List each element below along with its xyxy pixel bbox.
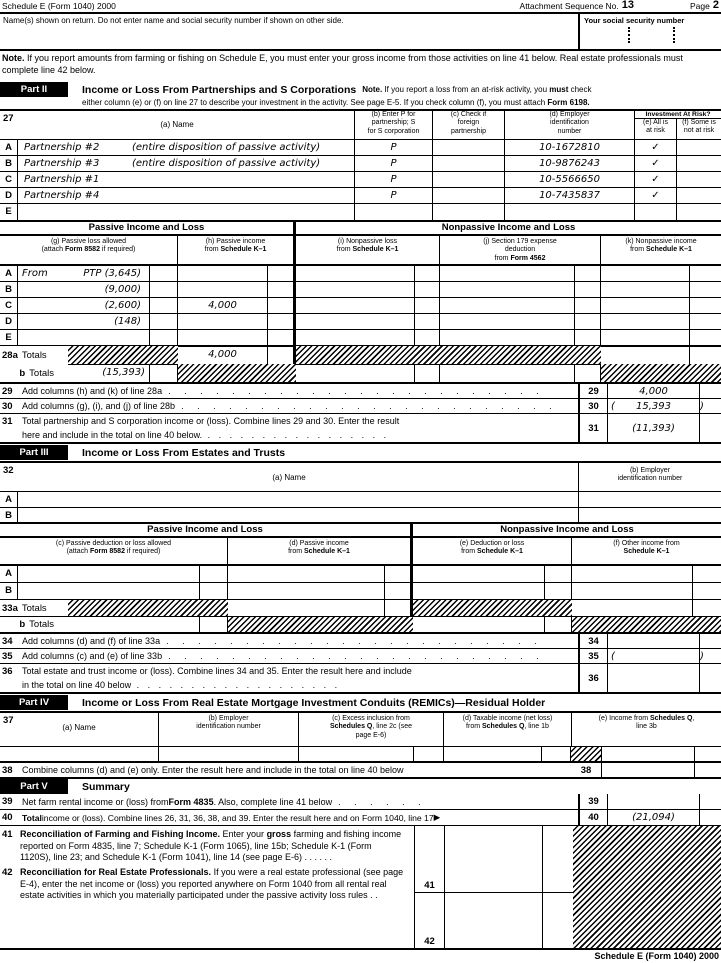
shaded-cell [572, 617, 721, 632]
ein-value: 10-7435837 [505, 188, 635, 203]
ein-value: 10-1672810 [505, 140, 635, 155]
ein-value: 10-5566650 [505, 172, 635, 187]
col-d-header: (d) Passive income from Schedule K–1 [228, 538, 413, 564]
part4-header [0, 694, 721, 711]
line42-box: 42 [415, 893, 445, 948]
line42-amount [445, 893, 543, 948]
estate-name [18, 492, 578, 507]
line30: 30 Add columns (g), (i), and (j) of line 28b . . . . . . . . . . . . . . . . . . . . . . . . 30 ( 15,393 ) [0, 399, 721, 414]
line27-table [0, 109, 721, 222]
line34-amount [608, 634, 700, 648]
sec179-deduction-j [440, 266, 575, 281]
partnership-note: (entire disposition of passive activity) [132, 158, 321, 169]
pnl-row-c: C (2,600) 4,000 [0, 298, 721, 314]
entity-type: P [355, 172, 433, 187]
foreign-checkbox [433, 140, 505, 155]
pnl-row-e: E [0, 330, 721, 346]
part3-title: Income or Loss From Estates and Trusts [82, 446, 286, 459]
part2-note-line2: either column (e) or (f) on line 27 to describe your investment in the activity. See page E-5. If you check column (f), you must attach Form 6198. [82, 98, 590, 107]
line37-header: 37 (a) Name (b) Employer identification number (c) Excess inclusion from Schedules Q, line 2c (see page E-6) (d) Taxable income (net loss) from Schedules Q, line 1b (e) Income from Schedules Q, line 3b [0, 711, 721, 747]
partnership-name: Partnership #4 [24, 190, 100, 201]
line36-box: 36 [578, 664, 608, 692]
line39-amount [608, 794, 700, 809]
line39: 39 Net farm rental income or (loss) from Form 4835 . Also, complete line 41 below . . . . . . 39 [0, 794, 721, 810]
part2-note-line1: Note. If you report a loss from an at-risk activity, you must check [362, 85, 592, 94]
col-g-header: (g) Passive loss allowed (attach Form 8582 if required) [0, 236, 178, 264]
part3-pnl-column-headers [0, 538, 721, 566]
line30-box: 30 [578, 399, 608, 413]
top-note-text: If you report amounts from farming or fishing on Schedule E, you must enter your gross income from those activities on line 41 below. Real estate professionals must complete line 42 below. [2, 53, 683, 75]
shaded-cell [601, 364, 721, 382]
partnership-row-a: A Partnership #2 (entire disposition of passive activity) P 10-1672810 ✓ [0, 140, 721, 156]
shaded-cell [228, 617, 413, 632]
line38-box: 38 [571, 763, 602, 777]
estate-row-b: B [0, 508, 721, 524]
some-at-risk-checkbox [677, 188, 721, 203]
line30-close-paren: ) [700, 400, 704, 412]
passive-header: Passive Income and Loss [0, 222, 296, 234]
attachment-sequence-number: 13 [621, 0, 635, 11]
part3-header [0, 444, 721, 461]
passive-loss-g: (2,600) [18, 298, 150, 313]
line33b-c-total [68, 617, 200, 632]
partnership-name: Partnership #1 [24, 174, 100, 185]
line28a-row: 28a Totals 4,000 [0, 346, 721, 364]
part4-title: Income or Loss From Real Estate Mortgage Investment Conduits (REMICs)—Residual Holder [82, 696, 546, 709]
col-d-header: (d) Taxable income (net loss) from Schedules Q, line 1b [444, 713, 572, 746]
at-risk-header: Investment At Risk? (e) All is at risk (f) Some is not at risk [635, 111, 721, 139]
col-e-header: (e) Deduction or loss from Schedule K–1 [413, 538, 572, 564]
line28b-i-total [296, 364, 415, 382]
line42-entry [415, 893, 573, 948]
page-number: 2 [712, 0, 719, 11]
col-a-header: (a) Name [272, 473, 306, 482]
other-income-f [572, 566, 693, 582]
line36-amount [608, 664, 700, 692]
line29-box: 29 [578, 384, 608, 398]
name-instruction: Name(s) shown on return. Do not enter name and social security number if shown on other side. [3, 16, 344, 25]
line32-header: 32 (a) Name (b) Employer identification number [0, 461, 721, 492]
part3-row-a: A [0, 566, 721, 583]
col-f-header: (f) Other income from Schedule K–1 [613, 540, 680, 556]
ssn-label: Your social security number [584, 16, 685, 25]
col-b-header: (b) Enter P for partnership; S for S corporation [355, 111, 433, 139]
nonpassive-header: Nonpassive Income and Loss [441, 222, 576, 233]
page-label: Page [690, 1, 710, 11]
deduction-loss-e [413, 566, 545, 582]
nonpassive-loss-i [296, 266, 415, 281]
col-b-header: (b) Employer identification number [578, 463, 721, 491]
passive-loss-g: From PTP (3,645) [18, 266, 150, 281]
lines41-42-block [0, 826, 721, 950]
line28b-j-total [440, 364, 575, 382]
line35-box: 35 [578, 649, 608, 663]
part5-badge: Part V [0, 779, 68, 794]
partnership-name: Partnership #2 [24, 142, 100, 153]
line39-box: 39 [578, 794, 608, 809]
top-note [0, 51, 721, 81]
part2-badge: Part II [0, 82, 68, 97]
col-c-header: (c) Passive deduction or loss allowed (attach Form 8582 if required) [0, 538, 228, 564]
attachment-sequence-label: Attachment Sequence No. [519, 1, 619, 11]
line27-header [0, 111, 721, 140]
partnership-row-c: C Partnership #1 P 10-5566650 ✓ [0, 172, 721, 188]
col-j-header: (j) Section 179 expense deduction from Form 4562 [440, 236, 601, 264]
line28-totals [0, 346, 721, 384]
pnl-row-b: B (9,000) [0, 282, 721, 298]
excess-inclusion-c [299, 747, 414, 761]
line29: 29 Add columns (h) and (k) of line 28a . . . . . . . . . . . . . . . . . . . . . . . . 29 4,000 [0, 384, 721, 399]
line42-text: 42 Reconciliation for Real Estate Professionals. If you were a real estate professional (see page E-4), enter the net income or (loss) you reported anywhere on Form 1040 from all rental real estate activities in which you materially participated under the passive activity loss rules . . [2, 867, 404, 901]
ssn-field [584, 27, 719, 43]
footer-form-id: Schedule E (Form 1040) 2000 [594, 951, 719, 961]
shaded-cell [571, 747, 602, 761]
partnership-note: (entire disposition of passive activity) [132, 142, 321, 153]
line34: 34 Add columns (d) and (f) of line 33a . . . . . . . . . . . . . . . . . . . . . . . . 34 [0, 634, 721, 649]
part2-pnl-band [0, 222, 721, 236]
line33a-row: 33a Totals [0, 600, 721, 617]
line32-table [0, 461, 721, 524]
line31: 31 Total partnership and S corporation income or (loss). Combine lines 29 and 30. Enter the result here and include in the total on line 40 below. . . . . . . . . . . . . . . . . . 31 (11,393) [0, 414, 721, 444]
line28a-k-total [601, 346, 690, 364]
pnl-row-d: D (148) [0, 314, 721, 330]
all-at-risk-checkmark: ✓ [635, 140, 677, 155]
shaded-area [573, 826, 721, 948]
line31-amount: (11,393) [608, 414, 700, 442]
line36: 36 Total estate and trust income or (loss). Combine lines 34 and 35. Enter the result here and include in the total on line 40 below . . . . . . . . . . . . . . . . . . . 36 [0, 664, 721, 694]
line40-amount: (21,094) [608, 810, 700, 825]
line28b-g-total: (15,393) [68, 364, 150, 382]
remic-ein [159, 747, 299, 761]
entity-type: P [355, 188, 433, 203]
part4-badge: Part IV [0, 695, 68, 710]
col-i-header: (i) Nonpassive loss from Schedule K–1 [296, 236, 440, 264]
passive-income-d [228, 566, 385, 582]
col-a-header: (a) Name [160, 120, 194, 129]
col-e-header: (e) All is at risk [635, 119, 677, 139]
foreign-checkbox [433, 188, 505, 203]
line34-box: 34 [578, 634, 608, 648]
ssn-box [578, 14, 721, 49]
part2-title: Income or Loss From Partnerships and S Corporations [82, 83, 357, 96]
entity-type: P [355, 140, 433, 155]
some-at-risk-checkbox [677, 140, 721, 155]
part2-header [0, 81, 721, 109]
passive-loss-g: (148) [18, 314, 150, 329]
line33b-row: b Totals [0, 617, 721, 634]
line35: 35 Add columns (c) and (e) of line 33b . . . . . . . . . . . . . . . . . . . . . . . . 35 ( ) [0, 649, 721, 664]
partnership-row-d: D Partnership #4 P 10-7435837 ✓ [0, 188, 721, 204]
partnership-row-e: E [0, 204, 721, 220]
col-k-header: (k) Nonpassive income from Schedule K–1 [625, 238, 697, 254]
shaded-cell [68, 600, 228, 616]
passive-header: Passive Income and Loss [0, 524, 413, 536]
line33a-f-total [572, 600, 693, 616]
partnership-row-b: B Partnership #3 (entire disposition of passive activity) P 10-9876243 ✓ [0, 156, 721, 172]
part5-header [0, 779, 721, 794]
part3-pnl-band [0, 524, 721, 538]
line33b-e-total [413, 617, 545, 632]
line41-text: 41 Reconciliation of Farming and Fishing Income. Enter your gross farming and fishing income reported on Form 4835, line 7; Schedule K-1 (Form 1065), line 15b; Schedule K-1 (Form 1120S), line 23; and Schedule K-1 (Form 1041), line 14 (see page E-6) . . . . . . [2, 829, 402, 863]
line38: 38 Combine columns (d) and (e) only. Enter the result here and include in the total on line 40 below 38 [0, 763, 721, 779]
all-at-risk-checkmark: ✓ [635, 156, 677, 171]
top-note-bold: Note. [2, 53, 25, 63]
col-f-header: (f) Some is not at risk [682, 119, 716, 135]
arrow-icon: ▶ [433, 812, 441, 822]
some-at-risk-checkbox [677, 156, 721, 171]
partnership-name: Partnership #3 [24, 158, 100, 169]
shaded-cell [178, 364, 296, 382]
col-b-header: (b) Employer identification number [159, 713, 299, 746]
passive-loss-g: (9,000) [18, 282, 150, 297]
line41-amount [445, 826, 543, 892]
nonpassive-header: Nonpassive Income and Loss [500, 524, 634, 535]
line27-number: 27 [3, 113, 14, 124]
remic-name [0, 747, 159, 761]
income-e [602, 747, 695, 761]
estate-ein [578, 492, 721, 507]
estate-row-a: A [0, 492, 721, 508]
all-at-risk-checkmark: ✓ [635, 172, 677, 187]
page-header [0, 0, 721, 14]
col-h-header: (h) Passive income from Schedule K–1 [178, 236, 296, 264]
part2-pnl-column-headers [0, 236, 721, 266]
pnl-row-a: A From PTP (3,645) [0, 266, 721, 282]
passive-income-h [178, 266, 268, 281]
passive-deduction-c [18, 566, 200, 582]
shaded-cell [68, 346, 178, 364]
line33a-d-total [228, 600, 385, 616]
line40-box: 40 [578, 810, 608, 825]
line28b-row: b Totals (15,393) [0, 364, 721, 382]
ein-value: 10-9876243 [505, 156, 635, 171]
line30-amount: ( 15,393 [608, 399, 700, 413]
col-c-header: (c) Check if foreign partnership [433, 111, 505, 139]
line29-amount: 4,000 [608, 384, 700, 398]
col-d-header: (d) Employer identification number [505, 111, 635, 139]
col-c-header: (c) Excess inclusion from Schedules Q, line 2c (see page E-6) [299, 713, 444, 746]
remic-row [0, 747, 721, 763]
part5-title: Summary [82, 780, 130, 793]
col-a-header: (a) Name [62, 723, 96, 732]
line41-entry [415, 826, 573, 893]
line38-amount [602, 763, 695, 777]
nonpassive-income-k [601, 266, 690, 281]
line28a-h-total: 4,000 [178, 346, 268, 364]
part3-row-b: B [0, 583, 721, 600]
taxable-income-d [444, 747, 542, 761]
shaded-cell [296, 346, 601, 364]
form-id: Schedule E (Form 1040) 2000 [2, 1, 116, 11]
line35-amount: ( [608, 649, 700, 663]
foreign-checkbox [433, 172, 505, 187]
shaded-cell [413, 600, 572, 616]
part3-badge: Part III [0, 445, 68, 460]
line31-box: 31 [578, 414, 608, 442]
passive-income-h: 4,000 [178, 298, 268, 313]
col-e-header: (e) Income from Schedules Q, line 3b [598, 715, 695, 731]
foreign-checkbox [433, 156, 505, 171]
line40: 40 Total income or (loss). Combine lines 26, 31, 36, 38, and 39. Enter the result here and on Form 1040, line 17 ▶ 40 (21,094) [0, 810, 721, 826]
all-at-risk-checkmark: ✓ [635, 188, 677, 203]
entity-type: P [355, 156, 433, 171]
some-at-risk-checkbox [677, 172, 721, 187]
line41-box: 41 [415, 826, 445, 892]
name-ssn-row [0, 14, 721, 51]
line35-close-paren: ) [700, 650, 704, 662]
